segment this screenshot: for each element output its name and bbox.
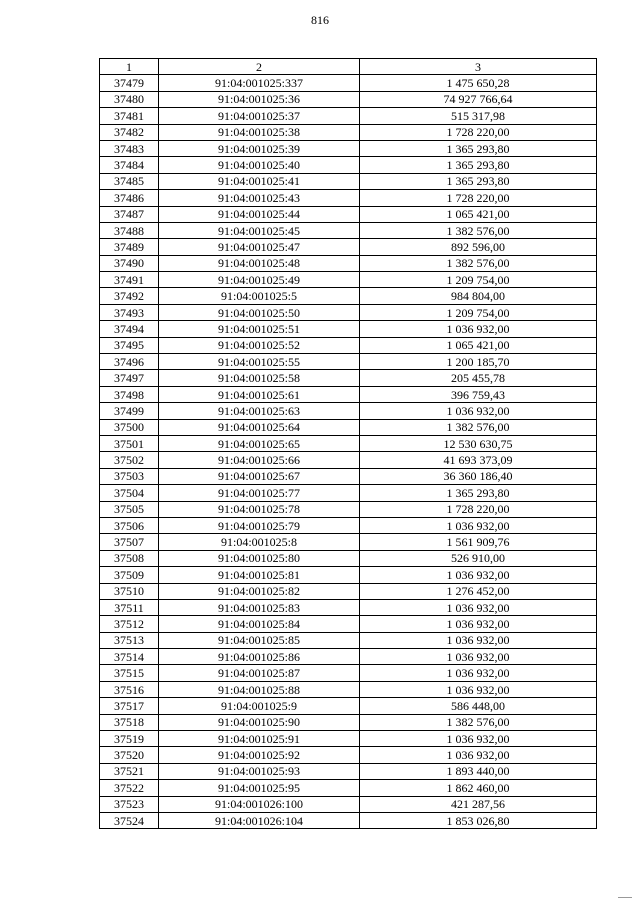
cadastral-number-cell: 91:04:001025:67 [159,468,360,484]
cadastral-number-cell: 91:04:001025:91 [159,731,360,747]
cadastral-number-cell: 91:04:001025:44 [159,206,360,222]
cadastral-number-cell: 91:04:001025:81 [159,567,360,583]
table-row [100,173,597,189]
cadastral-number-cell: 91:04:001025:43 [159,190,360,206]
value-cell: 396 759,43 [360,386,597,402]
value-cell: 36 360 186,40 [360,468,597,484]
table-row [100,157,597,173]
row-number-cell: 37517 [100,698,159,714]
cadastral-number-cell: 91:04:001025:83 [159,599,360,615]
cadastral-number-cell: 91:04:001025:39 [159,140,360,156]
cadastral-number-cell: 91:04:001025:86 [159,649,360,665]
value-cell: 892 596,00 [360,239,597,255]
row-number-cell: 37496 [100,354,159,370]
table-row [100,288,597,304]
value-cell: 1 065 421,00 [360,337,597,353]
cadastral-number-cell: 91:04:001025:64 [159,419,360,435]
cadastral-number-cell: 91:04:001025:45 [159,222,360,238]
cadastral-number-cell: 91:04:001025:88 [159,681,360,697]
table-body [100,75,597,829]
cadastral-number-cell: 91:04:001025:82 [159,583,360,599]
value-cell: 1 475 650,28 [360,75,597,91]
row-number-cell: 37500 [100,419,159,435]
table-row [100,337,597,353]
value-cell: 1 382 576,00 [360,419,597,435]
cadastral-number-cell: 91:04:001025:38 [159,124,360,140]
value-cell: 74 927 766,64 [360,91,597,107]
row-number-cell: 37492 [100,288,159,304]
table-row [100,255,597,271]
header-row [100,59,597,75]
row-number-cell: 37482 [100,124,159,140]
row-number-cell: 37506 [100,517,159,533]
cadastral-number-cell: 91:04:001026:104 [159,812,360,828]
value-cell: 586 448,00 [360,698,597,714]
row-number-cell: 37488 [100,222,159,238]
value-cell: 1 036 932,00 [360,649,597,665]
value-cell: 1 065 421,00 [360,206,597,222]
value-cell: 1 276 452,00 [360,583,597,599]
value-cell: 515 317,98 [360,108,597,124]
row-number-cell: 37493 [100,304,159,320]
row-number-cell: 37502 [100,452,159,468]
value-cell: 1 728 220,00 [360,124,597,140]
value-cell: 1 728 220,00 [360,501,597,517]
row-number-cell: 37509 [100,567,159,583]
value-cell: 1 209 754,00 [360,272,597,288]
row-number-cell: 37486 [100,190,159,206]
table-row [100,517,597,533]
cadastral-number-cell: 91:04:001026:100 [159,796,360,812]
cadastral-number-cell: 91:04:001025:47 [159,239,360,255]
row-number-cell: 37520 [100,747,159,763]
table-row [100,665,597,681]
value-cell: 1 036 932,00 [360,616,597,632]
value-cell: 1 036 932,00 [360,681,597,697]
cadastral-number-cell: 91:04:001025:51 [159,321,360,337]
table-row [100,731,597,747]
row-number-cell: 37487 [100,206,159,222]
table-row [100,304,597,320]
cadastral-number-cell: 91:04:001025:50 [159,304,360,320]
row-number-cell: 37511 [100,599,159,615]
table-row [100,698,597,714]
table-row [100,321,597,337]
cadastral-number-cell: 91:04:001025:55 [159,354,360,370]
table-row [100,386,597,402]
table-row [100,681,597,697]
table-header [100,59,597,75]
value-cell: 1 036 932,00 [360,665,597,681]
value-cell: 1 365 293,80 [360,140,597,156]
row-number-cell: 37479 [100,75,159,91]
page-number: 816 [311,13,329,27]
value-cell: 1 853 026,80 [360,812,597,828]
cadastral-number-cell: 91:04:001025:61 [159,386,360,402]
table-row [100,370,597,386]
row-number-cell: 37524 [100,812,159,828]
table-row [100,239,597,255]
cadastral-number-cell: 91:04:001025:41 [159,173,360,189]
row-number-cell: 37523 [100,796,159,812]
cadastral-number-cell: 91:04:001025:77 [159,485,360,501]
value-cell: 1 862 460,00 [360,780,597,796]
value-cell: 1 365 293,80 [360,485,597,501]
cadastral-number-cell: 91:04:001025:93 [159,763,360,779]
cadastral-number-cell: 91:04:001025:66 [159,452,360,468]
row-number-cell: 37490 [100,255,159,271]
row-number-cell: 37516 [100,681,159,697]
table-row [100,403,597,419]
row-number-cell: 37519 [100,731,159,747]
row-number-cell: 37515 [100,665,159,681]
table-row [100,632,597,648]
value-cell: 1 036 932,00 [360,517,597,533]
value-cell: 205 455,78 [360,370,597,386]
value-cell: 1 561 909,76 [360,534,597,550]
value-cell: 1 382 576,00 [360,222,597,238]
value-cell: 1 036 932,00 [360,731,597,747]
table-row [100,91,597,107]
cadastral-number-cell: 91:04:001025:85 [159,632,360,648]
row-number-cell: 37507 [100,534,159,550]
row-number-cell: 37503 [100,468,159,484]
table-row [100,468,597,484]
cadastral-number-cell: 91:04:001025:65 [159,435,360,451]
table-row [100,616,597,632]
row-number-cell: 37494 [100,321,159,337]
cadastral-number-cell: 91:04:001025:52 [159,337,360,353]
cadastral-number-cell: 91:04:001025:49 [159,272,360,288]
row-number-cell: 37480 [100,91,159,107]
row-number-cell: 37499 [100,403,159,419]
row-number-cell: 37484 [100,157,159,173]
cadastral-number-cell: 91:04:001025:79 [159,517,360,533]
value-cell: 526 910,00 [360,550,597,566]
table-row [100,501,597,517]
table-row [100,190,597,206]
table-row [100,485,597,501]
header-col-2: 2 [159,59,360,75]
table-row [100,763,597,779]
table-row [100,452,597,468]
value-cell: 1 036 932,00 [360,632,597,648]
row-number-cell: 37512 [100,616,159,632]
row-number-cell: 37485 [100,173,159,189]
registry-table [99,58,597,829]
value-cell: 1 036 932,00 [360,403,597,419]
cadastral-number-cell: 91:04:001025:92 [159,747,360,763]
row-number-cell: 37498 [100,386,159,402]
value-cell: 1 036 932,00 [360,747,597,763]
value-cell: 1 036 932,00 [360,599,597,615]
value-cell: 41 693 373,09 [360,452,597,468]
cadastral-number-cell: 91:04:001025:48 [159,255,360,271]
table-row [100,550,597,566]
row-number-cell: 37481 [100,108,159,124]
table-row [100,812,597,828]
table-row [100,124,597,140]
value-cell: 1 365 293,80 [360,157,597,173]
cadastral-number-cell: 91:04:001025:5 [159,288,360,304]
row-number-cell: 37514 [100,649,159,665]
scan-mark [618,897,632,898]
value-cell: 1 893 440,00 [360,763,597,779]
row-number-cell: 37495 [100,337,159,353]
value-cell: 421 287,56 [360,796,597,812]
table-row [100,419,597,435]
cadastral-number-cell: 91:04:001025:95 [159,780,360,796]
cadastral-number-cell: 91:04:001025:37 [159,108,360,124]
table-row [100,567,597,583]
row-number-cell: 37497 [100,370,159,386]
cadastral-number-cell: 91:04:001025:9 [159,698,360,714]
row-number-cell: 37491 [100,272,159,288]
table-row [100,272,597,288]
value-cell: 1 036 932,00 [360,321,597,337]
value-cell: 1 200 185,70 [360,354,597,370]
table-row [100,534,597,550]
cadastral-number-cell: 91:04:001025:90 [159,714,360,730]
table-row [100,354,597,370]
table-row [100,583,597,599]
table-row [100,780,597,796]
value-cell: 1 209 754,00 [360,304,597,320]
row-number-cell: 37489 [100,239,159,255]
value-cell: 1 036 932,00 [360,567,597,583]
cadastral-number-cell: 91:04:001025:84 [159,616,360,632]
row-number-cell: 37510 [100,583,159,599]
table-row [100,599,597,615]
table-row [100,206,597,222]
value-cell: 1 728 220,00 [360,190,597,206]
row-number-cell: 37518 [100,714,159,730]
cadastral-number-cell: 91:04:001025:40 [159,157,360,173]
table-row [100,435,597,451]
table-row [100,75,597,91]
table-row [100,140,597,156]
table-row [100,796,597,812]
cadastral-number-cell: 91:04:001025:63 [159,403,360,419]
value-cell: 984 804,00 [360,288,597,304]
cadastral-number-cell: 91:04:001025:337 [159,75,360,91]
cadastral-number-cell: 91:04:001025:8 [159,534,360,550]
table-row [100,108,597,124]
cadastral-number-cell: 91:04:001025:78 [159,501,360,517]
row-number-cell: 37483 [100,140,159,156]
value-cell: 1 382 576,00 [360,255,597,271]
row-number-cell: 37513 [100,632,159,648]
cadastral-number-cell: 91:04:001025:80 [159,550,360,566]
table-row [100,649,597,665]
value-cell: 1 382 576,00 [360,714,597,730]
table-row [100,714,597,730]
cadastral-number-cell: 91:04:001025:87 [159,665,360,681]
cadastral-number-cell: 91:04:001025:36 [159,91,360,107]
value-cell: 1 365 293,80 [360,173,597,189]
row-number-cell: 37521 [100,763,159,779]
value-cell: 12 530 630,75 [360,435,597,451]
cadastral-number-cell: 91:04:001025:58 [159,370,360,386]
header-col-1: 1 [100,59,159,75]
row-number-cell: 37508 [100,550,159,566]
row-number-cell: 37501 [100,435,159,451]
table-row [100,222,597,238]
row-number-cell: 37522 [100,780,159,796]
row-number-cell: 37505 [100,501,159,517]
row-number-cell: 37504 [100,485,159,501]
table-row [100,747,597,763]
header-col-3: 3 [360,59,597,75]
